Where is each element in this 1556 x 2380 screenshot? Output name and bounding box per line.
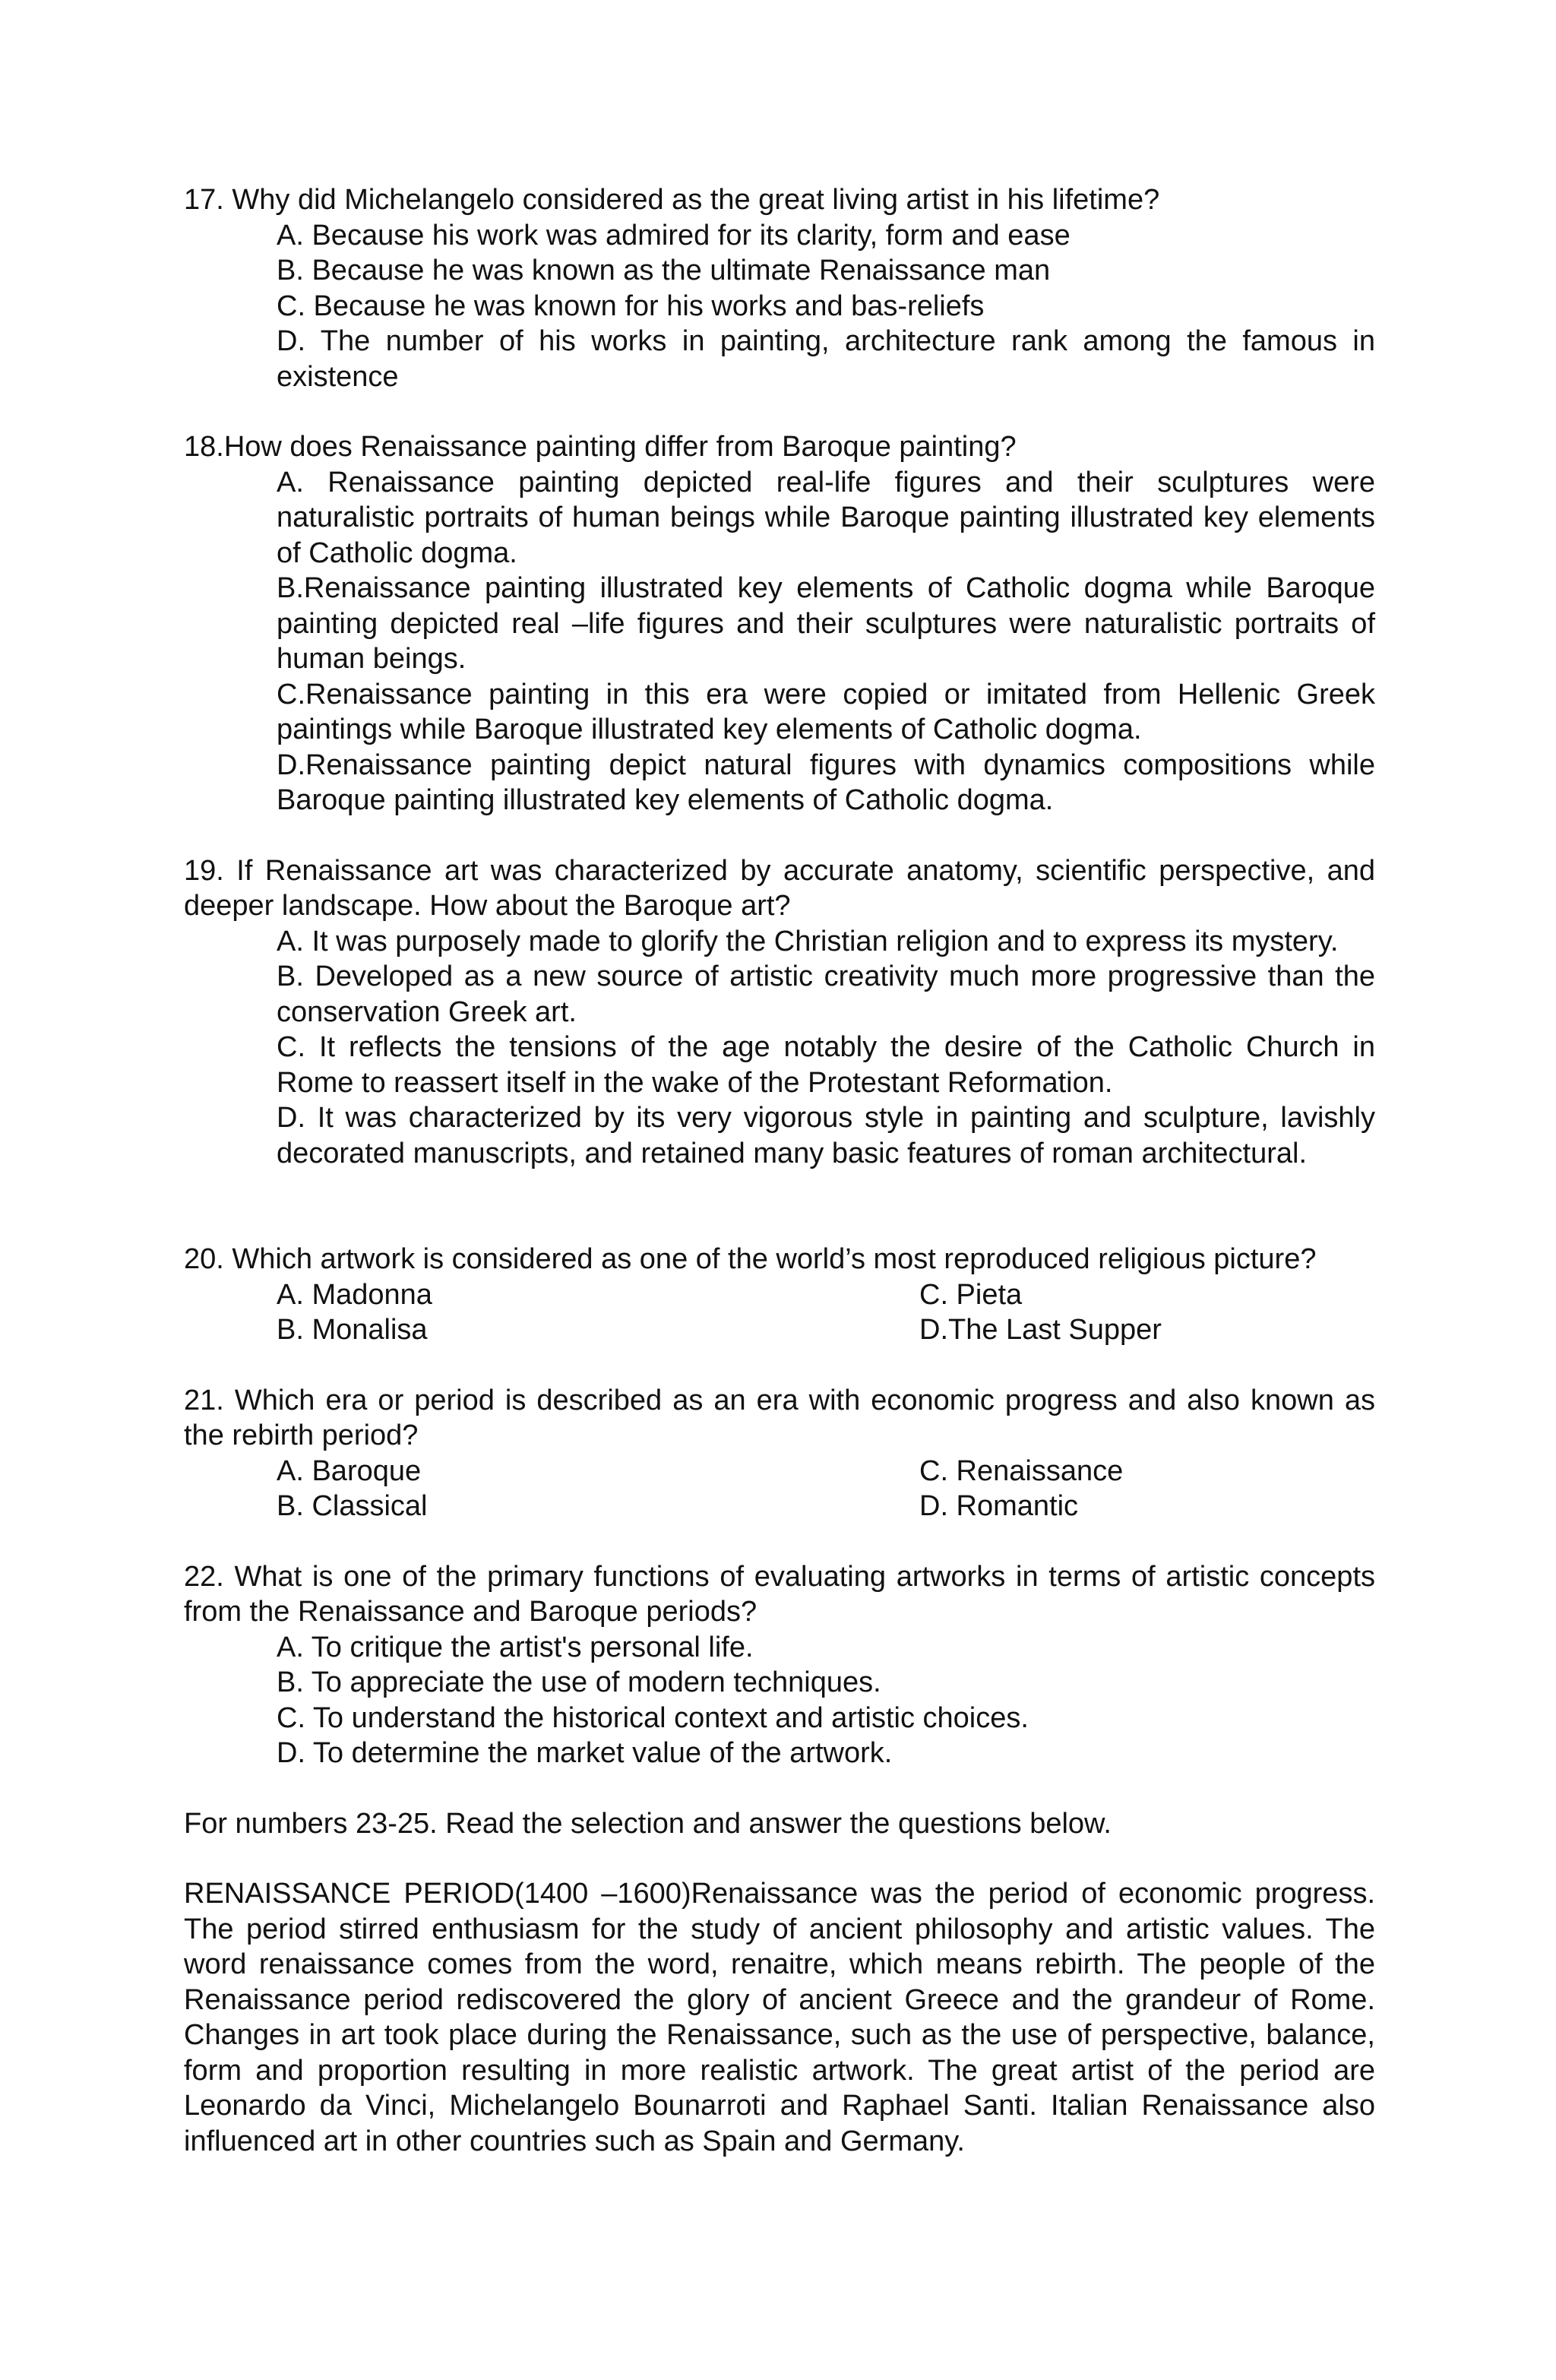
question-19 (184, 853, 1375, 1172)
answer-options (184, 465, 1375, 818)
option-c: C. It reflects the tensions of the age notably the desire of the Catholic Church in Rome to reassert itself in the wake of the Protestant Reformation. (277, 1031, 1375, 1099)
option-d: D.Renaissance painting depict natural figures with dynamics compositions while Baroque painting illustrated key elements of Catholic dogma. (277, 748, 1375, 816)
option-b: B.Renaissance painting illustrated key elements of Catholic dogma while Baroque painting depicted real –life figures and their sculptures were naturalistic portraits of human beings. (277, 572, 1375, 675)
option-b: B. To appreciate the use of modern techniques. (277, 1666, 881, 1698)
option-a: A. Baroque (277, 1454, 422, 1487)
option-a: A. To critique the artist's personal life. (277, 1631, 754, 1663)
option-d: D. It was characterized by its very vigorous style in painting and sculpture, lavishly decorated manuscripts, and retained many basic features of roman architectural. (277, 1102, 1375, 1169)
option-c: C.Renaissance painting in this era were copied or imitated from Hellenic Greek paintings while Baroque illustrated key elements of Catholic dogma. (277, 678, 1375, 745)
spacer (184, 1524, 1375, 1559)
spacer (184, 394, 1375, 429)
answer-options (184, 1630, 1375, 1771)
question-18 (184, 429, 1375, 818)
spacer (184, 1771, 1375, 1806)
option-b: B. Because he was known as the ultimate Renaissance man (277, 255, 1051, 286)
option-a: A. Because his work was admired for its clarity, form and ease (277, 219, 1071, 252)
option-c: C. Renaissance (919, 1454, 1124, 1487)
spacer (184, 1348, 1375, 1383)
instruction-text: For numbers 23-25. Read the selection and answer the questions below. (184, 1807, 1112, 1840)
worksheet-page (184, 182, 1375, 2159)
option-c: C. Because he was known for his works and bas-reliefs (277, 290, 985, 322)
option-a: A. Renaissance painting depicted real-life figures and their sculptures were naturalistic portraits of human beings while Baroque painting illustrated key elements of Catholic dogma. (277, 466, 1375, 569)
spacer (184, 1171, 1375, 1242)
spacer (184, 818, 1375, 853)
option-d: D. To determine the market value of the artwork. (277, 1737, 893, 1769)
option-a: A. It was purposely made to glorify the Christian religion and to express its mystery. (277, 925, 1339, 957)
question-stem: 18.How does Renaissance painting differ from Baroque painting? (184, 431, 1017, 463)
question-20 (184, 1242, 1375, 1348)
option-d: D. The number of his works in painting, architecture rank among the famous in existence (277, 325, 1375, 393)
option-a: A. Madonna (277, 1278, 432, 1311)
question-stem: 17. Why did Michelangelo considered as the great living artist in his lifetime? (184, 184, 1160, 216)
question-17 (184, 182, 1375, 394)
question-stem: 22. What is one of the primary functions of evaluating artworks in terms of artistic concepts from the Renaissance and Baroque periods? (184, 1560, 1375, 1628)
question-21 (184, 1383, 1375, 1524)
option-d: D. Romantic (919, 1490, 1079, 1522)
question-stem: 21. Which era or period is described as an era with economic progress and also known as the rebirth period? (184, 1384, 1375, 1451)
option-b: B. Monalisa (277, 1314, 428, 1346)
option-c: C. To understand the historical context and artistic choices. (277, 1701, 1029, 1734)
question-22 (184, 1559, 1375, 1771)
option-b: B. Classical (277, 1490, 428, 1522)
option-c: C. Pieta (919, 1278, 1023, 1311)
answer-options (184, 924, 1375, 1172)
option-d: D.The Last Supper (919, 1314, 1162, 1346)
option-b: B. Developed as a new source of artistic creativity much more progressive than the conservation Greek art. (277, 961, 1375, 1028)
answer-options (184, 1277, 1375, 1348)
answer-options (184, 1454, 1375, 1524)
question-stem: 20. Which artwork is considered as one of the world’s most reproduced religious picture? (184, 1243, 1317, 1275)
answer-options (184, 218, 1375, 395)
question-stem: 19. If Renaissance art was characterized by accurate anatomy, scientific perspective, and deeper landscape. How about the Baroque art? (184, 854, 1375, 922)
spacer (184, 1841, 1375, 1876)
reading-passage: RENAISSANCE PERIOD(1400 –1600)Renaissance was the period of economic progress. The period stirred enthusiasm for the study of ancient philosophy and artistic values. The word renaissance comes from the word, renaitre, which means rebirth. The people of the Renaissance period rediscovered the glory of ancient Greece and the grandeur of Rome. Changes in art took place during the Renaissance, such as the use of perspective, balance, form and proportion resulting in more realistic artwork. The great artist of the period are Leonardo da Vinci, Michelangelo Bounarroti and Raphael Santi. Italian Renaissance also influenced art in other countries such as Spain and Germany. (184, 1878, 1375, 2157)
